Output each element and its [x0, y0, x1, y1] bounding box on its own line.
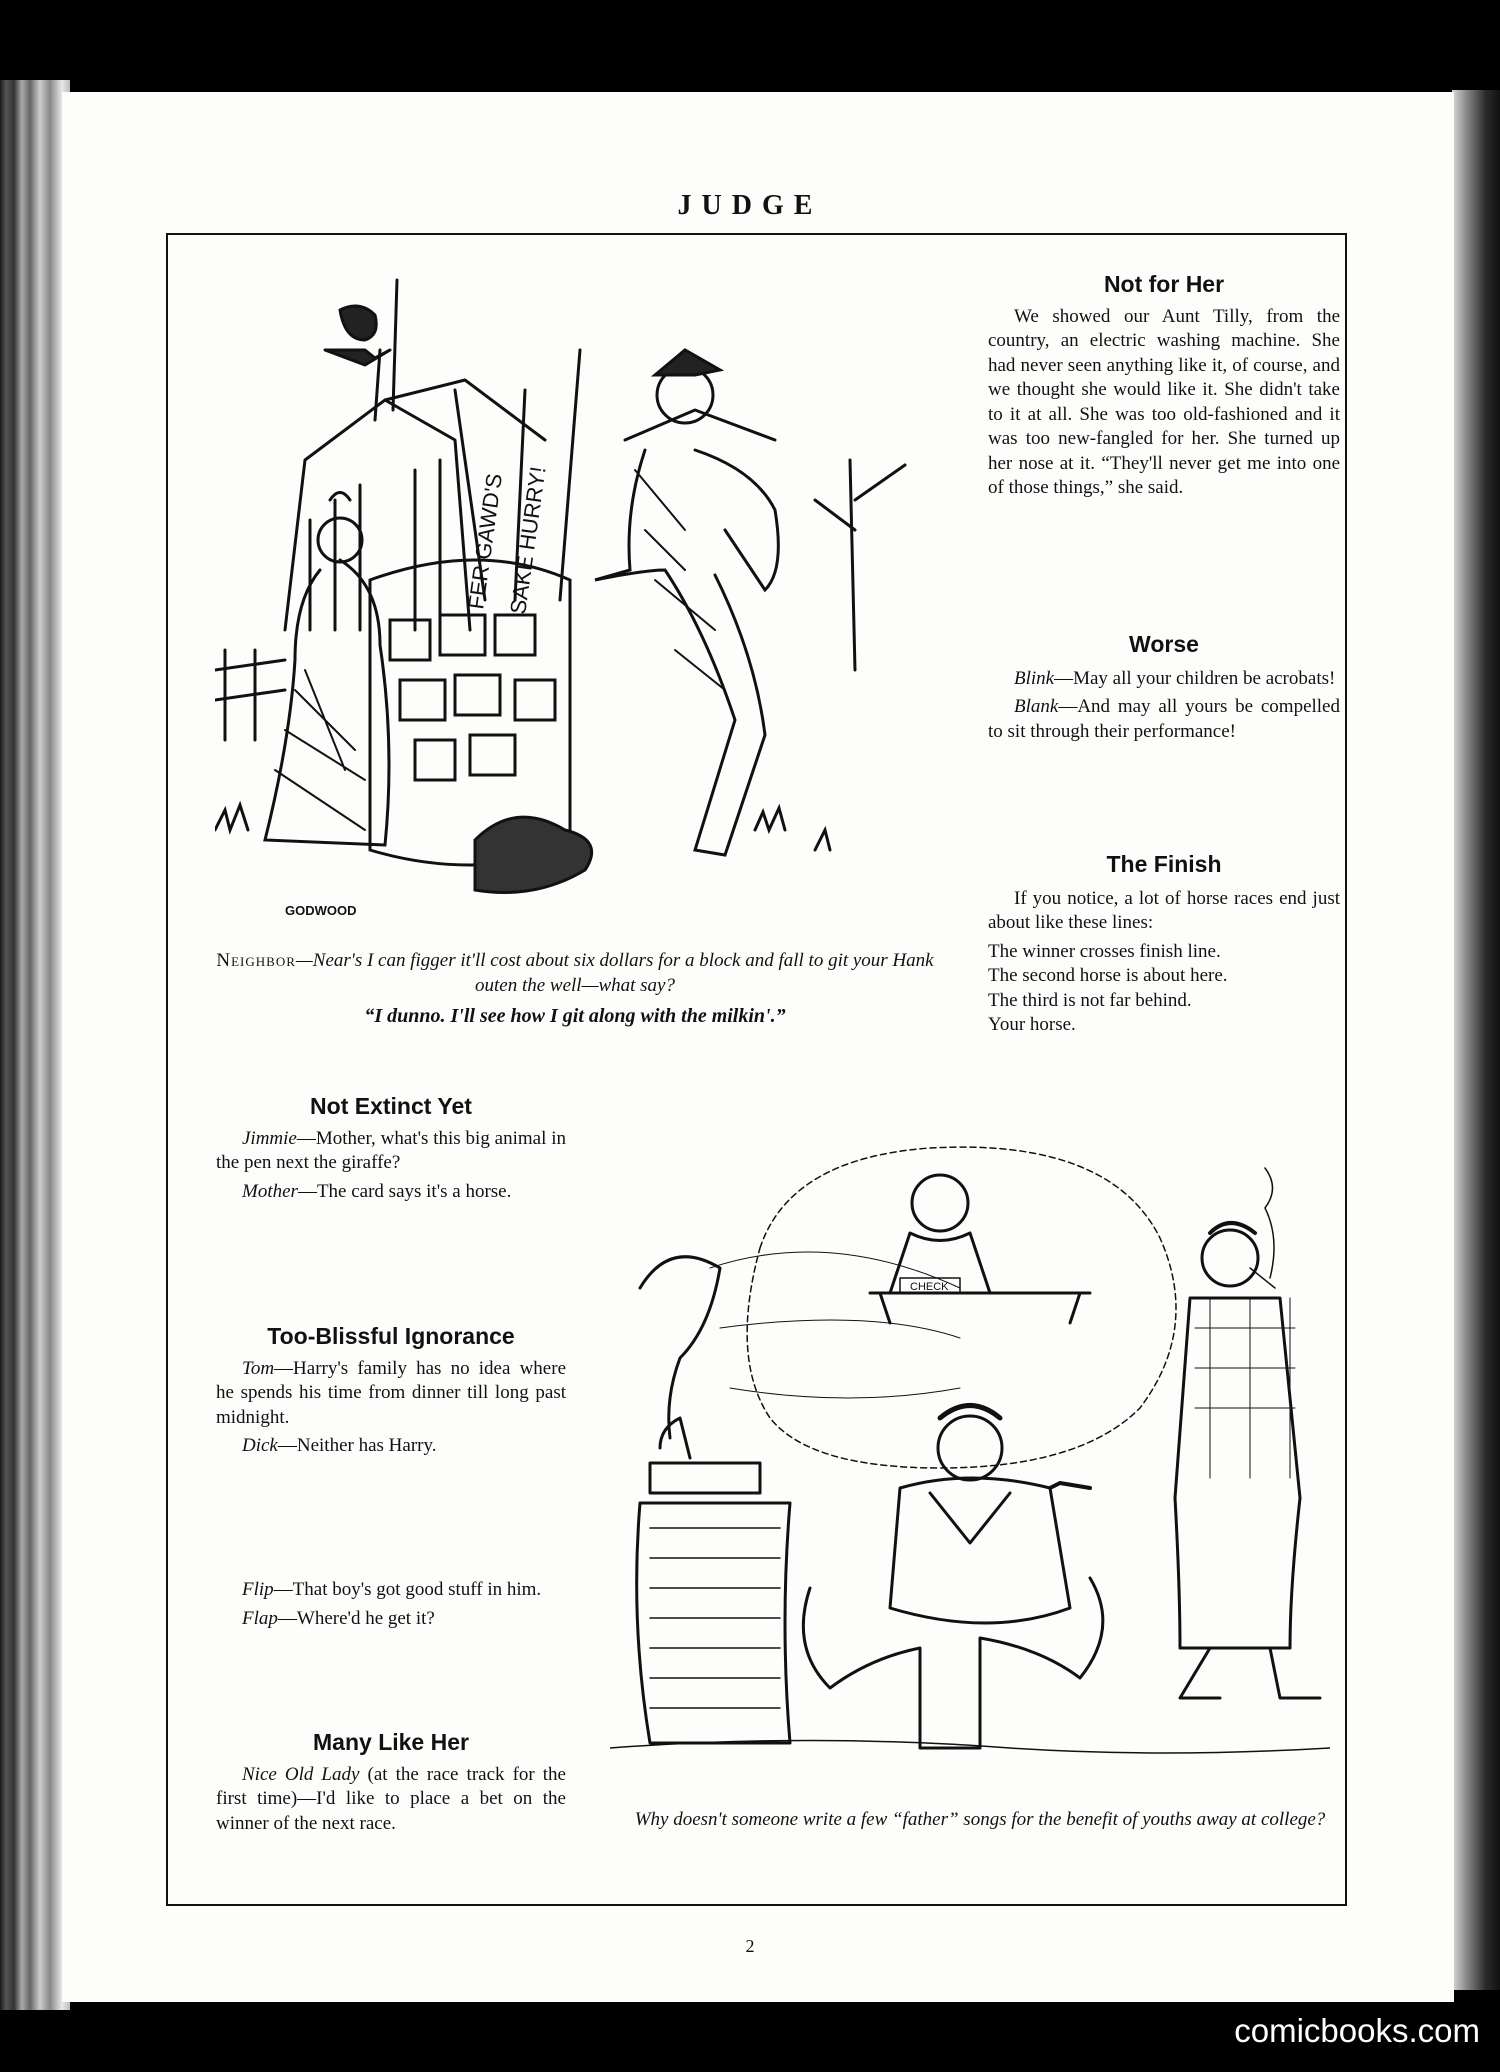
dialogue-text: —Mother, what's this big animal in the pen next the giraffe? — [216, 1127, 566, 1173]
cartoon-caption-1 — [205, 948, 945, 1029]
article-title: Not Extinct Yet — [310, 1093, 472, 1119]
dialogue-line — [988, 667, 1340, 692]
cartoon-college — [610, 1118, 1330, 1778]
article-not-extinct — [216, 1094, 566, 1204]
article-not-for-her — [988, 272, 1340, 501]
page-number: 2 — [745, 1936, 755, 1956]
dialogue-text: —That boy's got good stuff in him. — [273, 1579, 542, 1600]
speaker: Nice Old Lady — [242, 1763, 360, 1785]
dialogue-text: —The card says it's a horse. — [297, 1180, 512, 1202]
finish-line-2: The second horse is about here. — [988, 965, 1228, 986]
dialogue-line — [216, 1180, 566, 1205]
finish-line-1: The winner crosses finish line. — [988, 940, 1221, 962]
speaker: Blank — [1014, 696, 1059, 717]
speaker: Dick — [242, 1435, 278, 1456]
finish-line-4: Your horse. — [988, 1014, 1076, 1035]
dialogue-line — [216, 1434, 566, 1459]
finish-line-3: The third is not far behind. — [988, 989, 1192, 1011]
speaker: Blink — [1014, 667, 1055, 689]
article-worse — [988, 632, 1340, 744]
article-title: Not for Her — [1103, 271, 1225, 297]
dialogue-text: —And may all yours be compelled to sit through their performance! — [988, 696, 1340, 742]
check-text: CHECK — [910, 1281, 949, 1293]
article-body — [216, 1763, 566, 1837]
speaker: Mother — [242, 1180, 298, 1202]
cartoon-caption-2: Why doesn't someone write a few “father” songs for the benefit of youths away at college? — [634, 1809, 1326, 1830]
dialogue-line — [216, 1578, 566, 1603]
speech-line1: FER GAWD'S — [463, 471, 507, 611]
article-title: Worse — [1129, 631, 1199, 657]
page-edge — [1452, 90, 1500, 1990]
watermark: comicbooks.com — [1234, 2012, 1480, 2049]
cartoon-well — [215, 270, 955, 940]
article-too-blissful — [216, 1324, 566, 1459]
magazine-title: JUDGE — [677, 190, 823, 221]
dialogue-line — [216, 1357, 566, 1431]
speaker: Flap — [242, 1607, 278, 1629]
dialogue-line — [216, 1127, 566, 1176]
article-the-finish — [988, 852, 1340, 1038]
caption-speaker: Neighbor — [216, 950, 296, 971]
article-flip-flap — [216, 1578, 566, 1631]
dialogue-text: —May all your children be acrobats! — [1054, 667, 1336, 689]
article-body: We showed our Aunt Tilly, from the country, an electric washing machine. She had never seen anything like it, of course, and we thought she would like it. She didn't take to it at all. She was too old-fashioned and it was too new-fangled for her. She turned up her nose at it. “They'll never get me into one of those things,” she said. — [988, 305, 1340, 498]
caption-reply: “I dunno. I'll see how I git along with the milkin'.” — [364, 1005, 786, 1027]
dialogue-text: (at the race track for the first time)—I'd like to place a bet on the winner of the next race. — [216, 1763, 566, 1834]
speech-line2: SAKE HURRY! — [505, 464, 551, 616]
dialogue-line — [216, 1607, 566, 1632]
speaker: Jimmie — [242, 1127, 297, 1149]
article-many-like-her — [216, 1730, 566, 1836]
speaker: Tom — [242, 1357, 275, 1379]
caption-line: —Near's I can figger it'll cost about six dollars for a block and fall to git your Hank outen the well—what say? — [295, 950, 934, 996]
dialogue-text: —Neither has Harry. — [277, 1435, 437, 1456]
dialogue-text: —Harry's family has no idea where he spends his time from dinner till long past midnight. — [216, 1357, 566, 1428]
book-spine — [0, 80, 70, 2010]
article-title: The Finish — [1106, 851, 1222, 877]
speaker: Flip — [242, 1579, 274, 1600]
article-title: Many Like Her — [313, 1729, 469, 1755]
article-intro: If you notice, a lot of horse races end just about like these lines: — [988, 887, 1340, 933]
artist-signature: GODWOOD — [285, 903, 357, 918]
dialogue-line — [988, 695, 1340, 744]
dialogue-text: —Where'd he get it? — [277, 1607, 435, 1629]
article-title: Too-Blissful Ignorance — [267, 1323, 515, 1349]
